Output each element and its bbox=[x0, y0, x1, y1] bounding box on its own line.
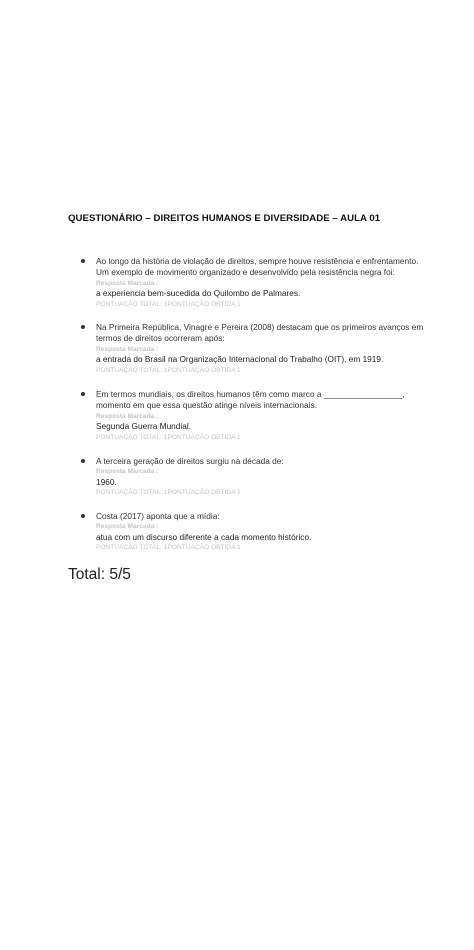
bullet-icon bbox=[81, 392, 85, 396]
answer-label: Resposta Marcada : bbox=[96, 279, 159, 287]
score-line: PONTUAÇÃO TOTAL: 1PONTUAÇÃO OBTIDA 1 bbox=[96, 366, 241, 374]
question-text: Em termos mundiais, os direitos humanos têm como marco a _________________, momento em que essa questão atinge níveis internacionais. bbox=[96, 389, 405, 411]
question-text: Na Primeira República, Vinagre e Pereira (2008) destacam que os primeiros avanços em termos de direitos ocorreram após: bbox=[96, 322, 424, 344]
score-line: PONTUAÇÃO TOTAL: 1PONTUAÇÃO OBTIDA 1 bbox=[96, 300, 241, 308]
question-item bbox=[96, 322, 434, 376]
answer-text: Segunda Guerra Mundial. bbox=[96, 421, 192, 432]
question-text: Costa (2017) aponta que a mídia: bbox=[96, 511, 220, 521]
question-item bbox=[96, 256, 434, 310]
total-score: Total: 5/5 bbox=[68, 566, 131, 583]
answer-text: a entrada do Brasil na Organização Internacional do Trabalho (OIT), em 1919. bbox=[96, 354, 384, 365]
question-text: A terceira geração de direitos surgiu na década de: bbox=[96, 456, 284, 466]
question-item bbox=[96, 389, 434, 443]
bullet-icon bbox=[81, 459, 85, 463]
answer-text: atua com um discurso diferente a cada momento histórico. bbox=[96, 531, 312, 542]
score-line: PONTUAÇÃO TOTAL: 1PONTUAÇÃO OBTIDA 1 bbox=[96, 489, 241, 497]
answer-text: 1960. bbox=[96, 476, 117, 487]
bullet-icon bbox=[81, 325, 85, 329]
score-line: PONTUAÇÃO TOTAL: 1PONTUAÇÃO OBTIDA 1 bbox=[96, 433, 241, 441]
question-item bbox=[96, 456, 434, 498]
bullet-icon bbox=[81, 259, 85, 263]
question-text: Ao longo da história de violação de direitos, sempre houve resistência e enfrentamento. Um exemplo de movimento organizado e desenvolvido pela resistência negra foi: bbox=[96, 256, 419, 278]
answer-label: Resposta Marcada : bbox=[96, 468, 159, 476]
answer-label: Resposta Marcada : bbox=[96, 412, 159, 420]
question-item bbox=[96, 511, 434, 553]
answer-text: a experiencia bem-sucedida do Quilombo de Palmares. bbox=[96, 288, 301, 299]
answer-label: Resposta Marcada : bbox=[96, 345, 159, 353]
bullet-icon bbox=[81, 514, 85, 518]
page-title: QUESTIONÁRIO – DIREITOS HUMANOS E DIVERSIDADE – AULA 01 bbox=[68, 213, 381, 224]
score-line: PONTUAÇÃO TOTAL: 1PONTUAÇÃO OBTIDA 1 bbox=[96, 544, 241, 552]
answer-label: Resposta Marcada : bbox=[96, 523, 159, 531]
